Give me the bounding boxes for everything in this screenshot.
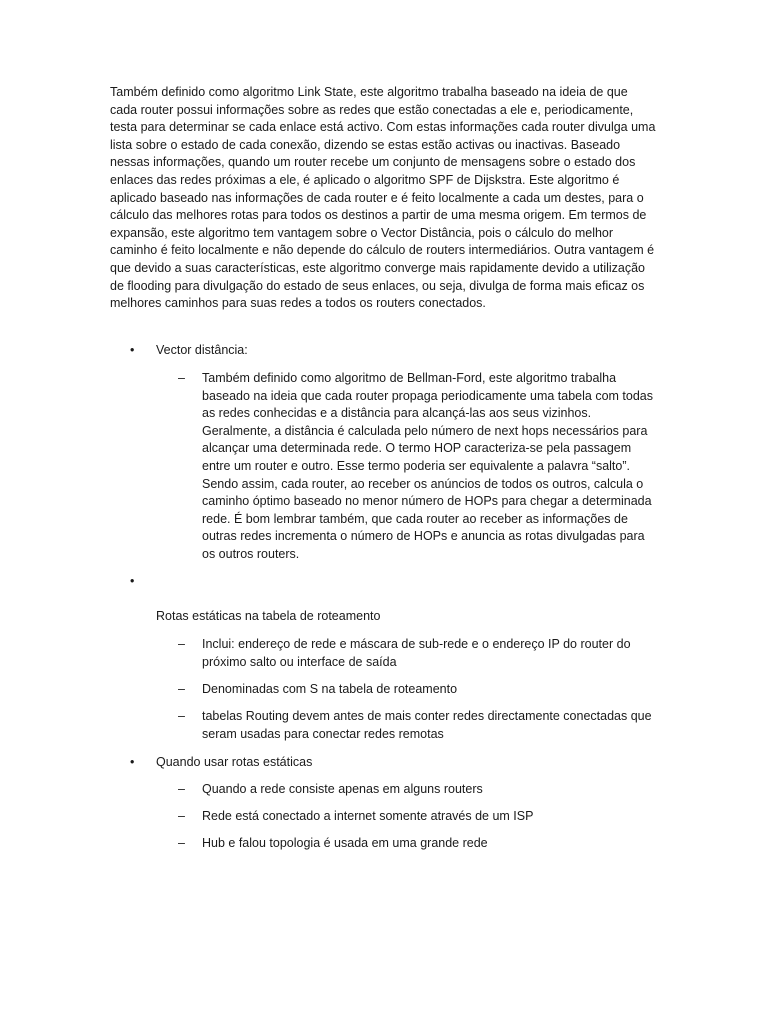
- intro-paragraph: Também definido como algoritmo Link State, este algoritmo trabalha baseado na ideia de que cada router possui informações sobre as redes que estão conectadas a ele e, periodicamente, testa para determinar se cada enlace está activo. Com estas informações cada router divulga uma lista sobre o estado de cada conexão, dizendo se estas estão activas ou inactivas. Baseado nessas informações, quando um router recebe um conjunto de mensagens sobre o estado dos enlaces das redes próximas a ele, é aplicado o algoritmo SPF de Dijskstra. Este algoritmo é aplicado baseado nas informações de cada router e é feito localmente a cada um destes, para o cálculo das melhores rotas para todos os destinos a partir de uma mesma origem. Em termos de expansão, este algoritmo tem vantagem sobre o Vector Distância, pois o cálculo do melhor caminho é feito localmente e não depende do cálculo de routers intermediários. Outra vantagem é que devido a suas características, este algoritmo converge mais rapidamente devido a utilização de flooding para divulgação do estado de seus enlaces, ou seja, divulga de forma mais eficaz os melhores caminhos para suas redes a todos os routers conectados.: [110, 85, 656, 311]
- dash-icon: –: [178, 709, 185, 723]
- dash-icon: –: [178, 836, 185, 850]
- static-routes-item-text: tabelas Routing devem antes de mais conter redes directamente conectadas que seram usadas para conectar redes remotas: [202, 709, 652, 741]
- bullet-icon: •: [130, 755, 135, 769]
- when-static-item-text: Hub e falou topologia é usada em uma grande rede: [202, 836, 488, 850]
- vector-item-text: Também definido como algoritmo de Bellman-Ford, este algoritmo trabalha baseado na ideia que cada router propaga periodicamente uma tabela com todas as redes conhecidas e a distância para alcançá-las aos seus vizinhos. Geralmente, a distância é calculada pelo número de next hops necessários para alcançar uma determinada rede. O termo HOP caracteriza-se pela passagem entre um router e outro. Esse termo poderia ser equivalente a palavra “salto”. Sendo assim, cada router, ao receber os anúncios de todos os outros, calcula o caminho óptimo baseado no menor número de HOPs para chegar a determinada rede. É bom lembrar também, que cada router ao receber as informações de outras redes incrementa o número de HOPs e anuncia as rotas divulgadas para os outros routers.: [202, 371, 654, 561]
- dash-icon: –: [178, 637, 185, 651]
- static-routes-item: [178, 708, 658, 743]
- bullet-icon: •: [130, 574, 135, 588]
- when-static-item-text: Rede está conectado a internet somente através de um ISP: [202, 809, 534, 823]
- when-static-item: [178, 781, 658, 799]
- vector-item: [178, 370, 658, 564]
- when-static-item: [178, 835, 658, 853]
- dash-icon: –: [178, 682, 185, 696]
- static-routes-heading: Rotas estáticas na tabela de roteamento: [156, 609, 381, 623]
- dash-icon: –: [178, 809, 185, 823]
- dash-icon: –: [178, 782, 185, 796]
- when-static-heading: Quando usar rotas estáticas: [156, 755, 313, 769]
- when-static-item: [178, 808, 658, 826]
- dash-icon: –: [178, 371, 185, 385]
- static-routes-item: [178, 681, 658, 699]
- static-routes-item-text: Inclui: endereço de rede e máscara de sub-rede e o endereço IP do router do próximo salto ou interface de saída: [202, 637, 631, 669]
- when-static-item-text: Quando a rede consiste apenas em alguns routers: [202, 782, 483, 796]
- static-routes-item: [178, 636, 658, 671]
- vector-heading: Vector distância:: [156, 343, 248, 357]
- static-routes-item-text: Denominadas com S na tabela de roteamento: [202, 682, 458, 696]
- bullet-icon: •: [130, 343, 135, 357]
